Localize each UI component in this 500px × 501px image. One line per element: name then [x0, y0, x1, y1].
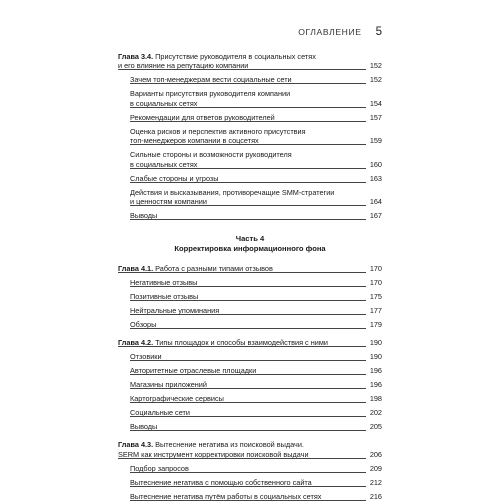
toc-line: топ-менеджеров компании в соцсетях: [130, 136, 259, 146]
leader-line: [118, 458, 366, 459]
toc-page-number: 159: [369, 136, 382, 146]
toc-line: и его влияние на репутацию компании: [118, 61, 249, 71]
toc-entry[interactable]: [118, 352, 382, 361]
toc-page-number: 212: [369, 477, 382, 487]
leader-line: [130, 286, 366, 287]
toc-entry[interactable]: [118, 211, 382, 220]
toc-entry[interactable]: [118, 127, 382, 146]
toc-page-number: 170: [369, 277, 382, 287]
toc-line: Вытеснение негатива путём работы в социальных сетях: [130, 491, 322, 501]
leader-line: [118, 69, 366, 70]
toc-entry[interactable]: [118, 320, 382, 329]
toc-line: Слабые стороны и угрозы: [130, 173, 219, 183]
toc-line: SERM как инструмент корректировки поисковой выдачи: [118, 449, 309, 459]
part-number: Часть 4: [235, 234, 265, 244]
leader-line: [130, 300, 366, 301]
toc-entry[interactable]: [118, 188, 382, 207]
toc-entry[interactable]: [118, 394, 382, 403]
toc-entry[interactable]: [118, 380, 382, 389]
toc-line: Подбор запросов: [130, 463, 189, 473]
toc-page-number: 164: [369, 197, 382, 207]
leader-line: [118, 272, 366, 273]
toc-entry[interactable]: [118, 150, 382, 169]
toc-line: Выводы: [130, 211, 158, 221]
table-of-contents: [118, 52, 382, 501]
part-title: Корректировка информационного фона: [174, 244, 326, 254]
leader-line: [130, 182, 366, 183]
toc-page-number: 163: [369, 173, 382, 183]
toc-page-number: 170: [369, 263, 382, 273]
toc-line: Обзоры: [130, 319, 157, 329]
toc-chapter-group: [118, 338, 382, 431]
toc-line: Вытеснение негатива из поисковой выдачи.: [155, 440, 304, 450]
leader-line: [130, 416, 366, 417]
leader-line: [130, 219, 366, 220]
toc-chapter-group: [118, 440, 382, 501]
toc-section-chapter-3-4: [118, 52, 382, 220]
toc-page-number: 175: [369, 291, 382, 301]
toc-page-number: 179: [369, 319, 382, 329]
toc-line: Работа с разными типами отзывов: [155, 263, 273, 273]
toc-line: Оценка рисков и перспектив активного присутствия: [130, 126, 306, 136]
leader-line: [130, 107, 366, 108]
chapter-label: Глава 4.1.: [118, 263, 154, 273]
leader-line: [130, 83, 366, 84]
leader-line: [130, 374, 366, 375]
toc-line: Типы площадок и способы взаимодействия с ними: [155, 338, 328, 348]
toc-line: Рекомендации для ответов руководителей: [130, 112, 275, 122]
leader-line: [130, 360, 366, 361]
page-number: 5: [375, 26, 382, 38]
toc-entry-text: [130, 150, 360, 169]
toc-page-number: 177: [369, 305, 382, 315]
toc-line: Выводы: [130, 422, 158, 432]
toc-chapter-group: [118, 52, 382, 220]
toc-entry[interactable]: [118, 464, 382, 473]
toc-entry[interactable]: [118, 89, 382, 108]
toc-entry[interactable]: [118, 366, 382, 375]
leader-line: [130, 205, 366, 206]
toc-line: Варианты присутствия руководителя компании: [130, 89, 291, 99]
toc-entry-text: [118, 52, 360, 71]
toc-section-part-4: [118, 264, 382, 501]
part-heading: [118, 234, 382, 253]
toc-page-number: 196: [369, 366, 382, 376]
toc-line: Отзовики: [130, 352, 162, 362]
toc-page-number: 157: [369, 112, 382, 122]
toc-line: Зачем топ-менеджерам вести социальные сети: [130, 75, 292, 85]
toc-line: Присутствие руководителя в социальных сетях: [155, 52, 316, 61]
toc-entry-text: [118, 440, 360, 459]
toc-chapter-group: [118, 264, 382, 329]
toc-line: Действия и высказывания, противоречащие SMM-стратегии: [130, 187, 335, 197]
leader-line: [130, 402, 366, 403]
toc-chapter-entry[interactable]: [118, 440, 382, 459]
toc-page-number: 216: [369, 491, 382, 501]
chapter-label: Глава 3.4.: [118, 52, 154, 61]
toc-chapter-entry[interactable]: [118, 264, 382, 273]
toc-page-number: 190: [369, 338, 382, 348]
chapter-label: Глава 4.2.: [118, 338, 154, 348]
toc-chapter-entry[interactable]: [118, 338, 382, 347]
toc-entry[interactable]: [118, 408, 382, 417]
leader-line: [130, 388, 366, 389]
toc-line: в социальных сетях: [130, 159, 198, 169]
toc-page-number: 198: [369, 394, 382, 404]
toc-entry[interactable]: [118, 174, 382, 183]
toc-page-number: 190: [369, 352, 382, 362]
toc-line: Авторитетные отраслевые площадки: [130, 366, 257, 376]
toc-entry[interactable]: [118, 113, 382, 122]
toc-page-number: 205: [369, 422, 382, 432]
toc-line: Вытеснение негатива с помощью собственного сайта: [130, 477, 312, 487]
toc-page-number: 202: [369, 408, 382, 418]
leader-line: [130, 472, 366, 473]
leader-line: [130, 168, 366, 169]
toc-entry-text: [130, 89, 360, 108]
toc-line: Негативные отзывы: [130, 277, 198, 287]
leader-line: [130, 328, 366, 329]
toc-page-number: 167: [369, 211, 382, 221]
leader-line: [130, 430, 366, 431]
toc-page-number: 152: [369, 75, 382, 85]
toc-line: Магазины приложений: [130, 380, 207, 390]
chapter-label: Глава 4.3.: [118, 440, 154, 450]
toc-entry[interactable]: [118, 292, 382, 301]
toc-page-number: 196: [369, 380, 382, 390]
toc-entry[interactable]: [118, 278, 382, 287]
toc-page-number: 160: [369, 159, 382, 169]
leader-line: [118, 346, 366, 347]
toc-line: Картографические сервисы: [130, 394, 224, 404]
toc-entry[interactable]: [118, 306, 382, 315]
toc-line: и ценностям компании: [130, 197, 207, 207]
toc-page-number: 152: [369, 61, 382, 71]
leader-line: [130, 121, 366, 122]
leader-line: [130, 144, 366, 145]
leader-line: [130, 486, 366, 487]
toc-entry[interactable]: [118, 75, 382, 84]
toc-line: Позитивные отзывы: [130, 291, 199, 301]
toc-line: Сильные стороны и возможности руководителя: [130, 150, 292, 160]
toc-line: Нейтральные упоминания: [130, 305, 220, 315]
toc-page-number: 206: [369, 449, 382, 459]
toc-entry-text: [130, 188, 360, 207]
leader-line: [130, 314, 366, 315]
toc-entry[interactable]: [118, 478, 382, 487]
toc-page-number: 154: [369, 98, 382, 108]
toc-entry[interactable]: [118, 422, 382, 431]
running-header: [298, 26, 382, 38]
toc-entry-text: [130, 127, 360, 146]
toc-line: в социальных сетях: [130, 98, 198, 108]
header-title: ОГЛАВЛЕНИЕ: [298, 27, 362, 37]
toc-chapter-entry[interactable]: [118, 52, 382, 71]
toc-line: Социальные сети: [130, 408, 190, 418]
toc-page-number: 209: [369, 463, 382, 473]
